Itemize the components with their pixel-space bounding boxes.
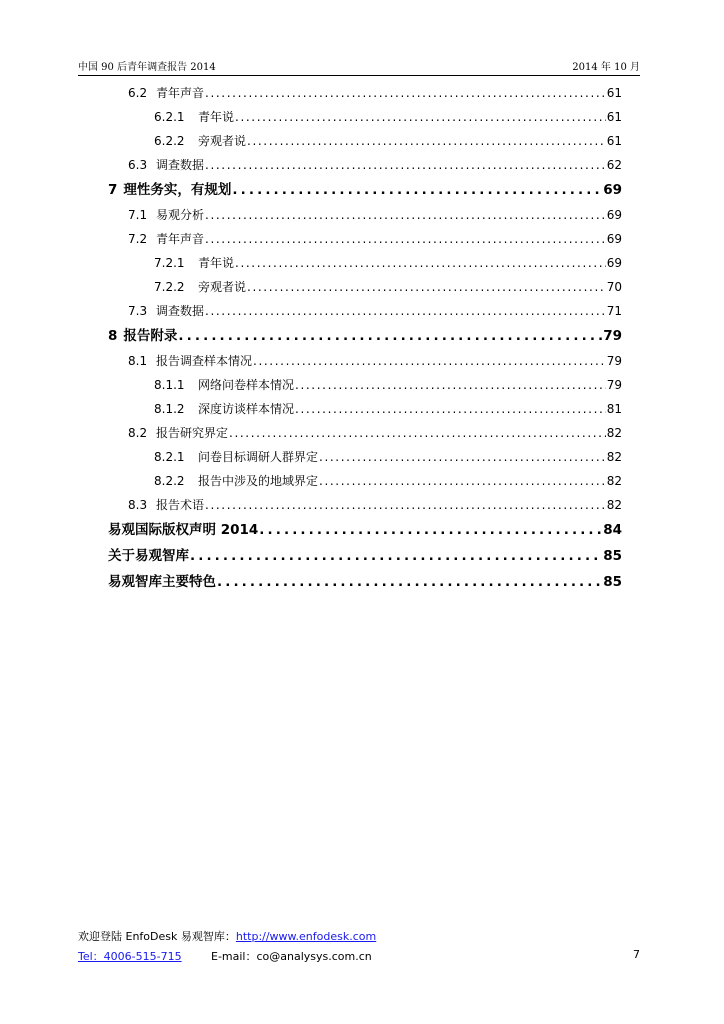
toc-entry-title: 青年说 <box>198 256 235 270</box>
toc-entry-title: 易观国际版权声明 2014 <box>108 522 259 538</box>
toc-entry[interactable] <box>108 177 622 203</box>
toc-entry-page: 84 <box>603 522 622 538</box>
toc-dot-leader <box>229 421 606 445</box>
toc-entry-title: 关于易观智库 <box>108 548 189 564</box>
table-of-contents <box>108 81 622 595</box>
toc-entry-title: 青年声音 <box>156 86 205 100</box>
toc-entry-number: 8.2 <box>128 426 148 440</box>
toc-entry[interactable] <box>108 275 622 299</box>
toc-entry-number: 7.3 <box>128 304 148 318</box>
toc-entry-number: 6.2.1 <box>154 110 185 124</box>
page-header <box>78 55 640 76</box>
toc-entry-title: 问卷目标调研人群界定 <box>198 450 319 464</box>
toc-dot-leader <box>205 81 606 105</box>
toc-entry[interactable] <box>108 203 622 227</box>
toc-entry-page: 85 <box>603 548 622 564</box>
toc-entry-title: 调查数据 <box>156 158 205 172</box>
toc-entry-page: 69 <box>606 256 622 270</box>
toc-dot-leader <box>205 203 606 227</box>
toc-entry-page: 81 <box>606 402 622 416</box>
toc-entry-page: 61 <box>606 110 622 124</box>
toc-entry-title: 青年声音 <box>156 232 205 246</box>
toc-dot-leader <box>319 445 606 469</box>
header-report-title: 中国 90 后青年调查报告 2014 <box>78 62 216 73</box>
toc-dot-leader <box>295 373 606 397</box>
toc-dot-leader <box>217 569 602 595</box>
toc-entry[interactable] <box>108 421 622 445</box>
toc-entry-number: 6.2 <box>128 86 148 100</box>
toc-entry-title: 青年说 <box>198 110 235 124</box>
footer-welcome-text: 欢迎登陆 EnfoDesk 易观智库： <box>78 930 236 943</box>
toc-entry[interactable] <box>108 153 622 177</box>
toc-entry-page: 85 <box>603 574 622 590</box>
toc-entry-number: 8 <box>108 328 118 344</box>
toc-dot-leader <box>205 153 606 177</box>
page-number: 7 <box>633 948 640 961</box>
toc-entry[interactable] <box>108 373 622 397</box>
toc-dot-leader <box>205 493 606 517</box>
toc-entry-number: 7.2.1 <box>154 256 185 270</box>
toc-entry-number: 7.1 <box>128 208 148 222</box>
toc-entry[interactable] <box>108 129 622 153</box>
toc-entry-title: 理性务实，有规划 <box>123 182 232 198</box>
toc-entry-number: 8.1 <box>128 354 148 368</box>
toc-entry[interactable] <box>108 445 622 469</box>
toc-entry-page: 69 <box>603 182 622 198</box>
toc-entry[interactable] <box>108 469 622 493</box>
toc-dot-leader <box>235 105 606 129</box>
toc-entry[interactable] <box>108 81 622 105</box>
toc-entry[interactable] <box>108 299 622 323</box>
toc-entry-page: 82 <box>606 450 622 464</box>
toc-entry-title: 旁观者说 <box>198 134 247 148</box>
toc-entry[interactable] <box>108 397 622 421</box>
toc-dot-leader <box>295 397 606 421</box>
toc-entry-number: 7.2 <box>128 232 148 246</box>
toc-entry-title: 网络问卷样本情况 <box>198 378 295 392</box>
toc-entry[interactable] <box>108 517 622 543</box>
toc-entry-number: 8.1.1 <box>154 378 185 392</box>
toc-entry-title: 报告术语 <box>156 498 205 512</box>
toc-entry-title: 报告附录 <box>123 328 178 344</box>
toc-dot-leader <box>205 299 606 323</box>
toc-entry-page: 62 <box>606 158 622 172</box>
toc-entry-page: 71 <box>606 304 622 318</box>
toc-entry-number: 7 <box>108 182 118 198</box>
toc-entry[interactable] <box>108 493 622 517</box>
toc-entry-title: 报告调查样本情况 <box>156 354 253 368</box>
toc-entry-number: 8.2.1 <box>154 450 185 464</box>
toc-entry-number: 8.1.2 <box>154 402 185 416</box>
footer-contact-line <box>78 948 640 964</box>
toc-entry[interactable] <box>108 323 622 349</box>
toc-entry-page: 82 <box>606 498 622 512</box>
footer-email: E-mail：co@analysys.com.cn <box>211 950 372 963</box>
toc-dot-leader <box>235 251 606 275</box>
toc-entry-title: 易观分析 <box>156 208 205 222</box>
toc-entry-title: 调查数据 <box>156 304 205 318</box>
toc-entry-number: 8.3 <box>128 498 148 512</box>
toc-entry[interactable] <box>108 543 622 569</box>
footer-welcome-line <box>78 928 376 944</box>
toc-entry-number: 7.2.2 <box>154 280 185 294</box>
toc-dot-leader <box>247 275 606 299</box>
toc-entry-number: 6.2.2 <box>154 134 185 148</box>
toc-entry[interactable] <box>108 349 622 373</box>
toc-dot-leader <box>178 323 602 349</box>
toc-entry[interactable] <box>108 105 622 129</box>
toc-dot-leader <box>232 177 602 203</box>
toc-dot-leader <box>253 349 606 373</box>
toc-entry-page: 61 <box>606 86 622 100</box>
toc-entry[interactable] <box>108 251 622 275</box>
toc-dot-leader <box>247 129 606 153</box>
toc-entry-title: 深度访谈样本情况 <box>198 402 295 416</box>
toc-entry-title: 旁观者说 <box>198 280 247 294</box>
toc-entry[interactable] <box>108 227 622 251</box>
toc-entry-title: 易观智库主要特色 <box>108 574 216 590</box>
toc-dot-leader <box>319 469 606 493</box>
footer-website-link[interactable]: http://www.enfodesk.com <box>235 930 377 943</box>
toc-entry-page: 79 <box>606 378 622 392</box>
toc-dot-leader <box>205 227 606 251</box>
footer-tel-link[interactable]: Tel：4006-515-715 <box>78 950 182 963</box>
toc-entry-page: 69 <box>606 232 622 246</box>
toc-entry-page: 79 <box>603 328 622 344</box>
toc-entry-page: 70 <box>606 280 622 294</box>
toc-entry-page: 69 <box>606 208 622 222</box>
toc-entry-page: 61 <box>606 134 622 148</box>
toc-entry-page: 82 <box>606 474 622 488</box>
toc-entry[interactable] <box>108 569 622 595</box>
toc-entry-page: 79 <box>606 354 622 368</box>
toc-entry-number: 6.3 <box>128 158 148 172</box>
toc-dot-leader <box>190 543 602 569</box>
toc-entry-page: 82 <box>606 426 622 440</box>
header-date: 2014 年 10 月 <box>572 62 640 73</box>
toc-entry-title: 报告中涉及的地域界定 <box>198 474 319 488</box>
toc-dot-leader <box>259 517 602 543</box>
toc-entry-number: 8.2.2 <box>154 474 185 488</box>
toc-entry-title: 报告研究界定 <box>156 426 229 440</box>
